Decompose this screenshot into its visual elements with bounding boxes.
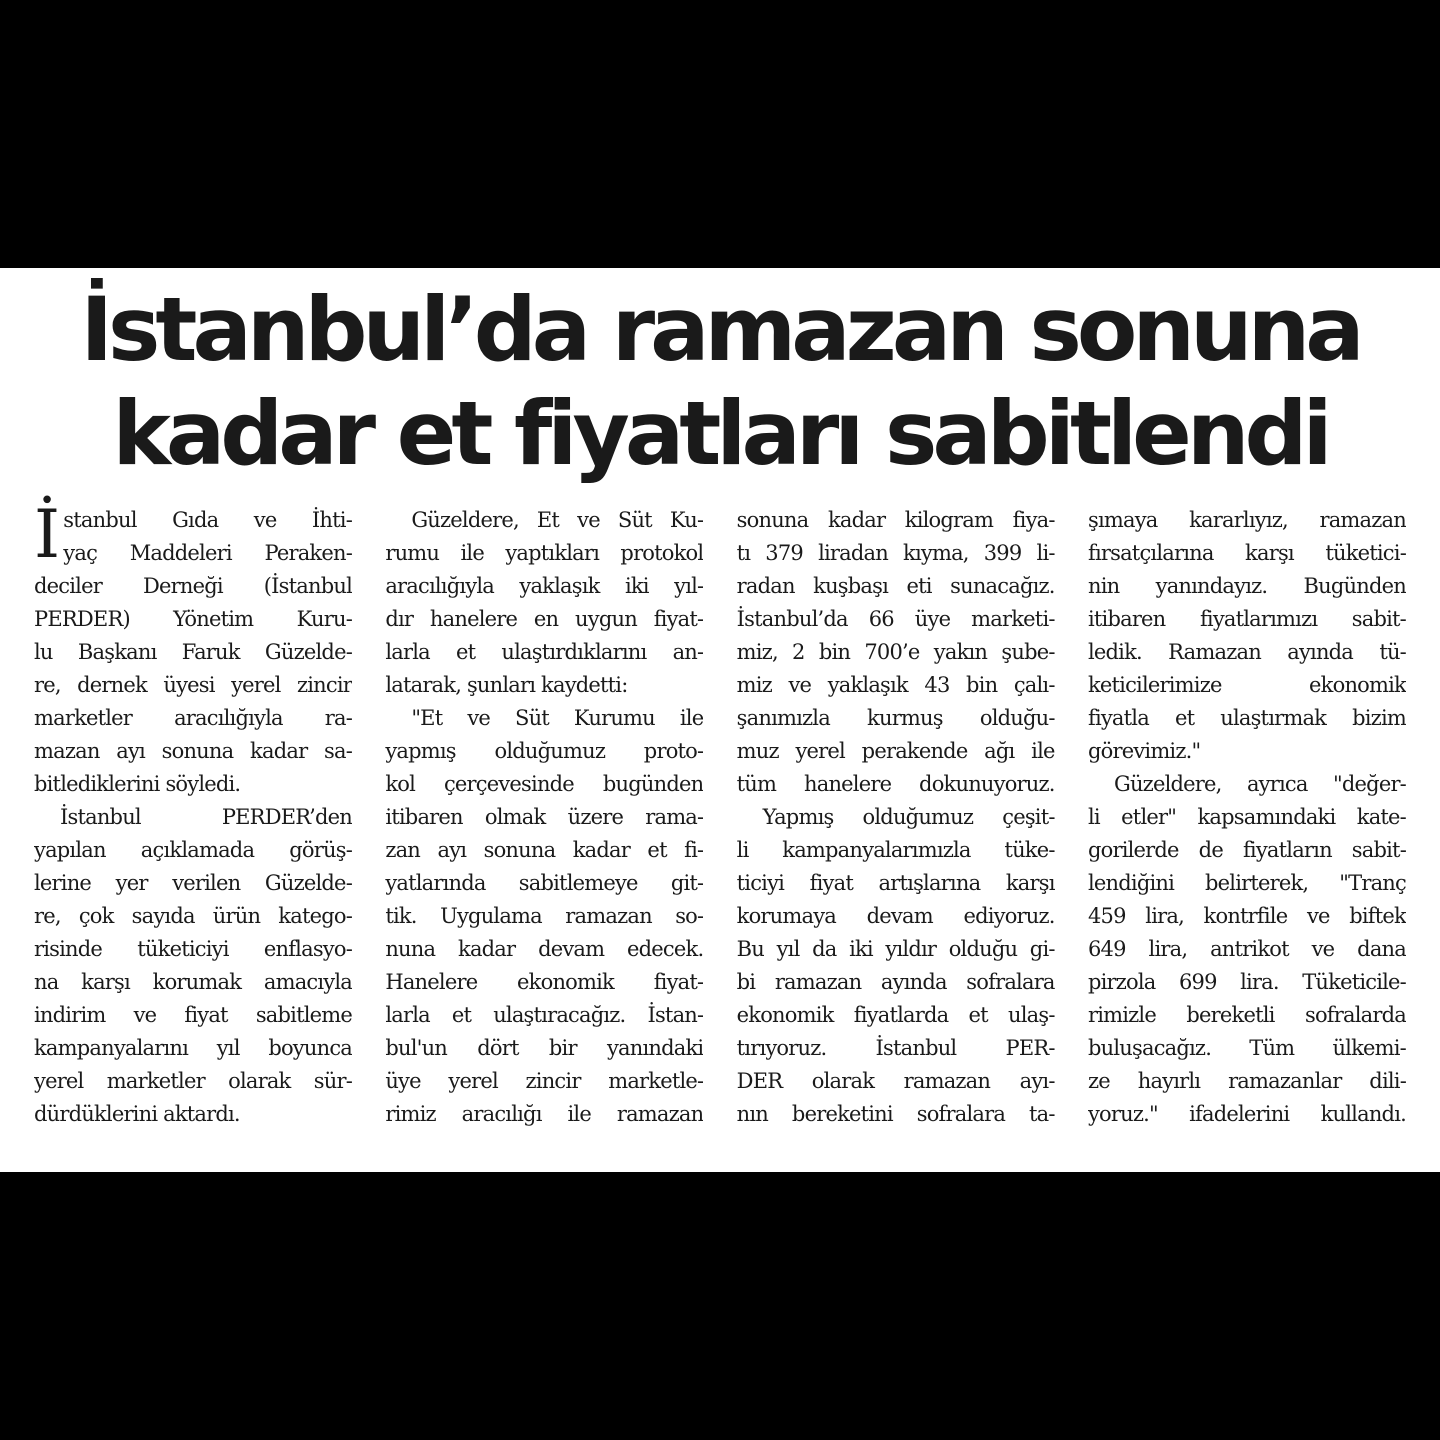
article-line: aracılığıyla yaklaşık iki yıl- bbox=[385, 574, 704, 598]
article-line: İstanbul PERDER’den bbox=[60, 805, 352, 829]
article-line: gorilerde de fiyatların sabit- bbox=[1087, 838, 1406, 862]
article-line: tik. Uygulama ramazan so- bbox=[385, 904, 704, 928]
article-column-4 bbox=[1088, 504, 1406, 1131]
article-line: Güzeldere, Et ve Süt Ku- bbox=[411, 508, 704, 532]
article-line: re, çok sayıda ürün katego- bbox=[34, 904, 352, 928]
article-line: korumaya devam ediyoruz. bbox=[736, 904, 1055, 928]
article-line: lendiğini belirterek, "Tranç bbox=[1087, 871, 1406, 895]
article-line: görevimiz." bbox=[1087, 739, 1201, 763]
article-line: nın bereketini sofralara ta- bbox=[736, 1102, 1055, 1126]
article-line: larla et ulaştırdıklarını an- bbox=[385, 640, 704, 664]
article-line: fiyatla et ulaştırmak bizim bbox=[1087, 706, 1406, 730]
article-line: marketler aracılığıyla ra- bbox=[34, 706, 352, 730]
article-line: rimizle bereketli sofralarda bbox=[1087, 1003, 1406, 1027]
article-line: itibaren olmak üzere rama- bbox=[385, 805, 704, 829]
article-line: risinde tüketiciyi enflasyo- bbox=[34, 937, 352, 961]
article-line: bul'un dört bir yanındaki bbox=[385, 1036, 704, 1060]
article-line: ekonomik fiyatlarda et ulaş- bbox=[736, 1003, 1055, 1027]
article-line: tı 379 liradan kıyma, 399 li- bbox=[736, 541, 1055, 565]
article-line: itibaren fiyatlarımızı sabit- bbox=[1087, 607, 1406, 631]
article-line: indirim ve fiyat sabitleme bbox=[34, 1003, 352, 1027]
article-line: tüm hanelere dokunuyoruz. bbox=[736, 772, 1055, 796]
article-line: li etler" kapsamındaki kate- bbox=[1087, 805, 1406, 829]
article-line: yerel marketler olarak sür- bbox=[34, 1069, 352, 1093]
article-line: zan ayı sonuna kadar et fi- bbox=[385, 838, 704, 862]
article-line: kampanyalarını yıl boyunca bbox=[34, 1036, 352, 1060]
article-line: sonuna kadar kilogram fiya- bbox=[736, 508, 1055, 532]
article-line: larla et ulaştıracağız. İstan- bbox=[385, 1003, 704, 1027]
article-line: DER olarak ramazan ayı- bbox=[736, 1069, 1055, 1093]
article-line: re, dernek üyesi yerel zincir bbox=[34, 673, 352, 697]
article-line: üye yerel zincir marketle- bbox=[385, 1069, 704, 1093]
article-column-3 bbox=[737, 504, 1055, 1131]
article-column-1 bbox=[34, 496, 352, 1131]
article-line: 649 lira, antrikot ve dana bbox=[1087, 937, 1406, 961]
article-line: Güzeldere, ayrıca "değer- bbox=[1113, 772, 1406, 796]
article-line: Yapmış olduğumuz çeşit- bbox=[762, 805, 1055, 829]
article-line: yapılan açıklamada görüş- bbox=[34, 838, 352, 862]
headline-line-1: İstanbul’da ramazan sonuna bbox=[80, 278, 1360, 381]
article-line: Hanelere ekonomik fiyat- bbox=[385, 970, 704, 994]
article-line: yatlarında sabitlemeye git- bbox=[385, 871, 704, 895]
article-line: miz, 2 bin 700’e yakın şube- bbox=[736, 640, 1055, 664]
article-line: ledik. Ramazan ayında tü- bbox=[1087, 640, 1406, 664]
article-line: dürdüklerini aktardı. bbox=[34, 1102, 240, 1126]
article-line: ze hayırlı ramazanlar dili- bbox=[1087, 1069, 1406, 1093]
article-line: lu Başkanı Faruk Güzelde- bbox=[34, 640, 352, 664]
article-line: keticilerimize ekonomik bbox=[1087, 673, 1406, 697]
article-line: PERDER) Yönetim Kuru- bbox=[34, 607, 352, 631]
article-line: rumu ile yaptıkları protokol bbox=[385, 541, 704, 565]
article-line: nuna kadar devam edecek. bbox=[385, 937, 704, 961]
article-line: şanımızla kurmuş olduğu- bbox=[736, 706, 1055, 730]
article-line: yoruz." ifadelerini kullandı. bbox=[1087, 1102, 1406, 1126]
article-line: muz yerel perakende ağı ile bbox=[736, 739, 1055, 763]
article-line: İstanbul’da 66 üye marketi- bbox=[736, 607, 1055, 631]
article-line: pirzola 699 lira. Tüketicile- bbox=[1087, 970, 1406, 994]
drop-cap: İ bbox=[34, 496, 60, 573]
article-body bbox=[34, 496, 1406, 1131]
article-line: tırıyoruz. İstanbul PER- bbox=[736, 1036, 1055, 1060]
article-line: ticiyi fiyat artışlarına karşı bbox=[736, 871, 1055, 895]
article-line: bi ramazan ayında sofralara bbox=[736, 970, 1055, 994]
article-line: yapmış olduğumuz proto- bbox=[385, 739, 704, 763]
article-line: nin yanındayız. Bugünden bbox=[1087, 574, 1406, 598]
news-clipping bbox=[0, 268, 1440, 1172]
article-line: li kampanyalarımızla tüke- bbox=[736, 838, 1055, 862]
article-line: lerine yer verilen Güzelde- bbox=[34, 871, 352, 895]
article-line: stanbul Gıda ve İhti- bbox=[63, 508, 352, 532]
article-line: buluşacağız. Tüm ülkemi- bbox=[1087, 1036, 1406, 1060]
article-line: yaç Maddeleri Peraken- bbox=[63, 541, 352, 565]
article-line: deciler Derneği (İstanbul bbox=[34, 574, 352, 598]
article-line: 459 lira, kontrfile ve biftek bbox=[1087, 904, 1406, 928]
article-column-2 bbox=[385, 504, 703, 1131]
article-line: rimiz aracılığı ile ramazan bbox=[385, 1102, 704, 1126]
article-line: mazan ayı sonuna kadar sa- bbox=[34, 739, 352, 763]
article-line: latarak, şunları kaydetti: bbox=[385, 673, 628, 697]
article-line: Bu yıl da iki yıldır olduğu gi- bbox=[736, 937, 1055, 961]
article-line: na karşı korumak amacıyla bbox=[34, 970, 352, 994]
article-line: fırsatçılarına karşı tüketici- bbox=[1087, 541, 1406, 565]
headline-line-2: kadar et fiyatları sabitlendi bbox=[112, 382, 1328, 485]
article-line: dır hanelere en uygun fiyat- bbox=[385, 607, 704, 631]
article-line: "Et ve Süt Kurumu ile bbox=[411, 706, 704, 730]
article-line: kol çerçevesinde bugünden bbox=[385, 772, 704, 796]
article-line: radan kuşbaşı eti sunacağız. bbox=[736, 574, 1055, 598]
article-line: şımaya kararlıyız, ramazan bbox=[1087, 508, 1406, 532]
article-line: miz ve yaklaşık 43 bin çalı- bbox=[736, 673, 1055, 697]
article-line: bitlediklerini söyledi. bbox=[34, 772, 241, 796]
